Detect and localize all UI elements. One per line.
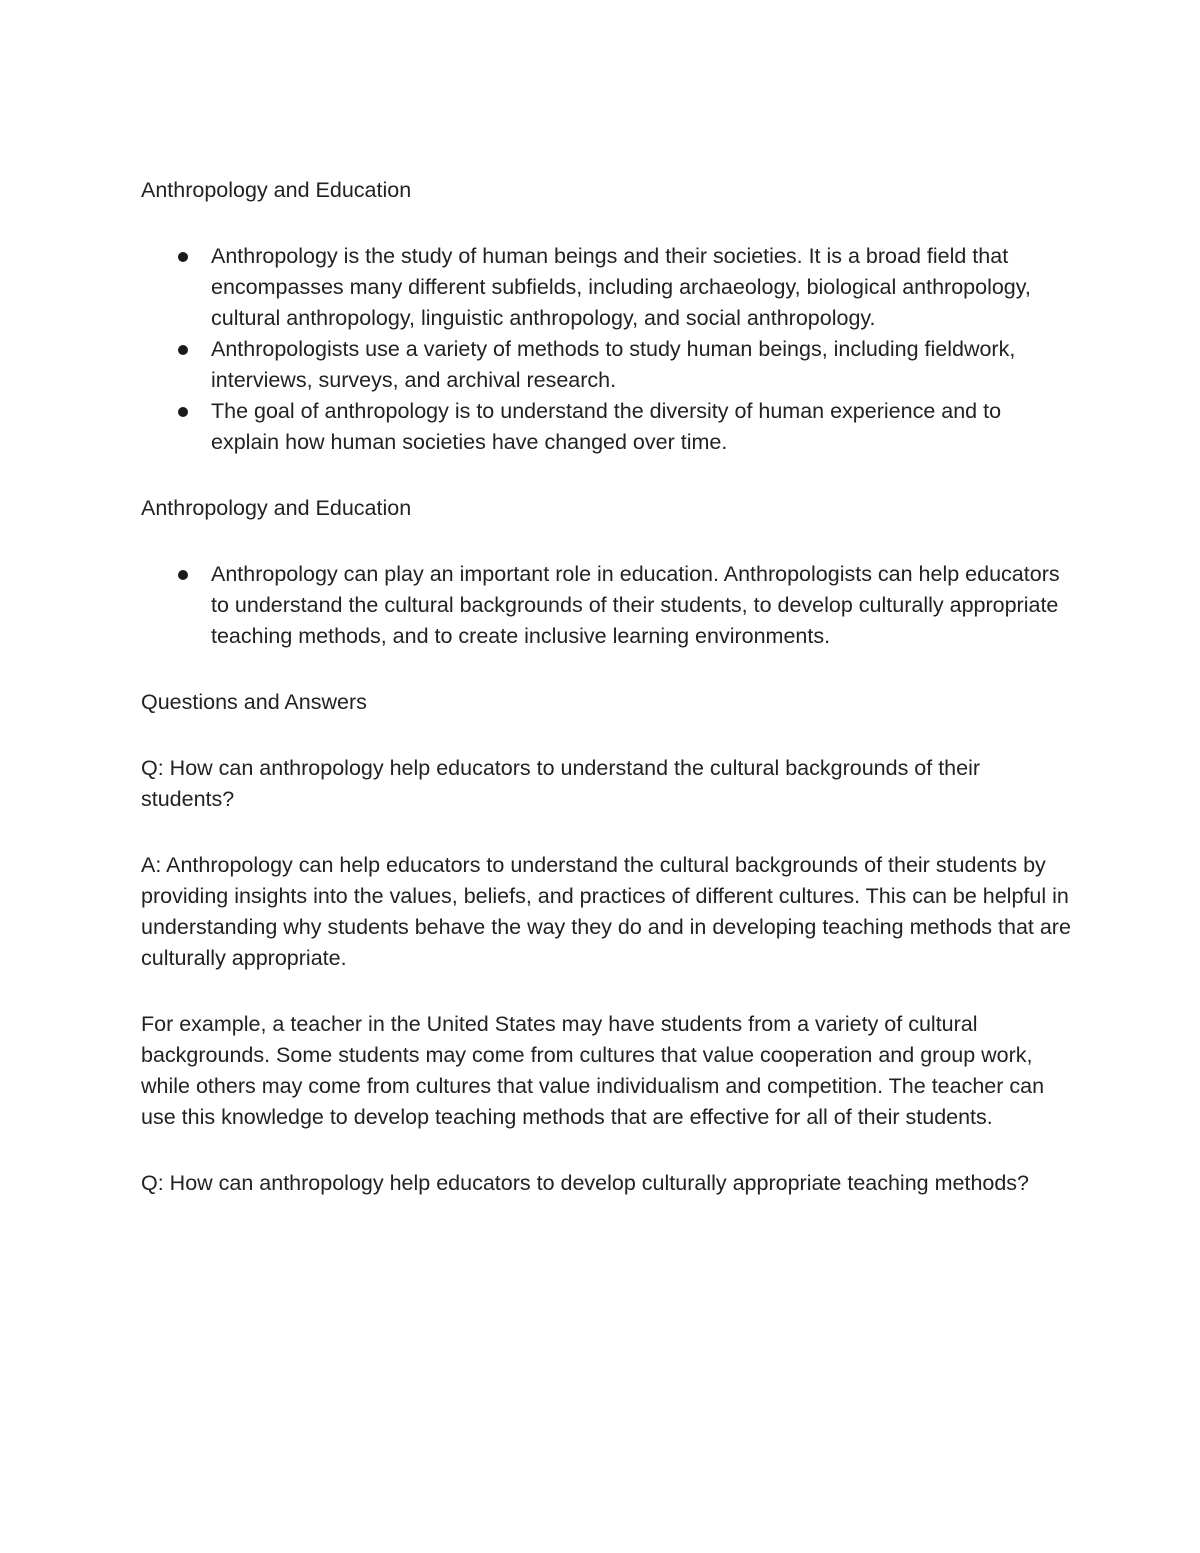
answer-1: A: Anthropology can help educators to understand the cultural backgrounds of their students by providing insights into the values, beliefs, and practices of different cultures. This can be helpful in understanding why students behave the way they do and in developing teaching methods that are culturally appropriate. [141, 853, 1071, 970]
list-item-text: Anthropologists use a variety of methods to study human beings, including fieldwork, interviews, surveys, and archival research. [211, 337, 1016, 392]
bullet-icon [178, 570, 188, 580]
bullet-icon [178, 407, 188, 417]
section-heading-anthropology-education-2: Anthropology and Education [141, 496, 412, 520]
example-paragraph: For example, a teacher in the United States may have students from a variety of cultural backgrounds. Some students may come from cultures that value cooperation and group work, while others may come from cultures that value individualism and competition. The teacher can use this knowledge to develop teaching methods that are effective for all of their students. [141, 1012, 1045, 1129]
list-item [211, 334, 1071, 396]
bullet-list-overview [141, 241, 1071, 458]
question-2: Q: How can anthropology help educators to develop culturally appropriate teaching methods? [141, 1171, 1030, 1195]
list-item-text: Anthropology is the study of human beings and their societies. It is a broad field that encompasses many different subfields, including archaeology, biological anthropology, cultural anthropology, linguistic anthropology, and social anthropology. [211, 244, 1031, 330]
bullet-icon [178, 252, 188, 262]
section-heading-questions-answers: Questions and Answers [141, 690, 367, 714]
list-item-text: The goal of anthropology is to understand the diversity of human experience and to explain how human societies have changed over time. [211, 399, 1002, 454]
list-item [211, 559, 1071, 652]
list-item [211, 396, 1071, 458]
question-1: Q: How can anthropology help educators to understand the cultural backgrounds of their students? [141, 756, 981, 811]
bullet-icon [178, 345, 188, 355]
document-page [141, 175, 1071, 1234]
list-item-text: Anthropology can play an important role in education. Anthropologists can help educators to understand the cultural backgrounds of their students, to develop culturally appropriate teaching methods, and to create inclusive learning environments. [211, 562, 1060, 648]
bullet-list-education [141, 559, 1071, 652]
list-item [211, 241, 1071, 334]
section-heading-anthropology-education: Anthropology and Education [141, 178, 412, 202]
